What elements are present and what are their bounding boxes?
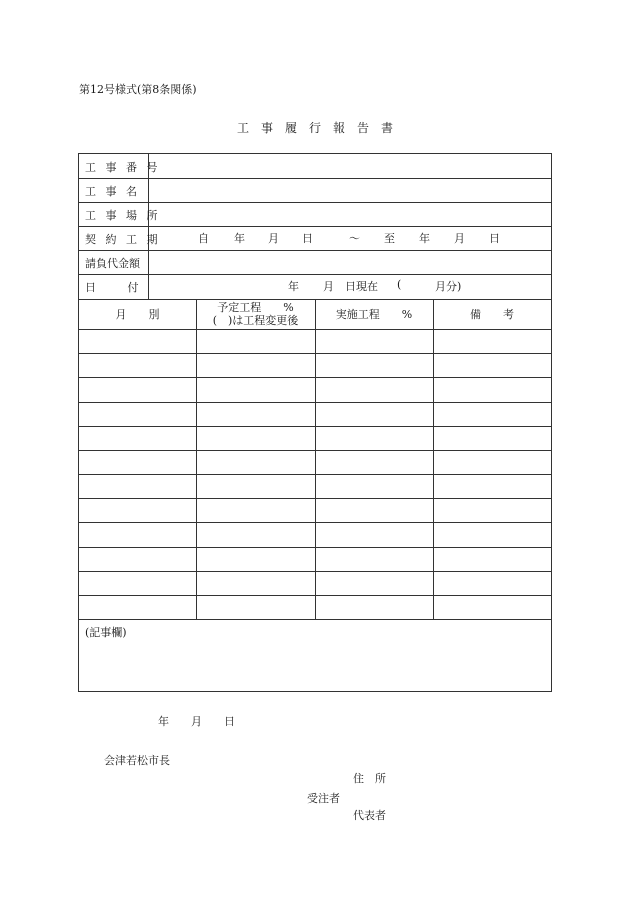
asof-month-part: 月分) <box>435 280 462 293</box>
label-contract-amount: 請負代金額 <box>85 257 140 270</box>
table-row-divider <box>79 595 551 596</box>
label-date: 日 付 <box>85 281 153 294</box>
period-month-2: 月 <box>454 232 465 245</box>
period-tilde: 〜 <box>349 232 360 245</box>
form-number: 第12号様式(第8条関係) <box>79 83 197 96</box>
asof-day: 日現在 <box>345 280 378 293</box>
table-row-divider <box>79 450 551 451</box>
asof-paren: ( <box>397 278 402 291</box>
period-to: 至 <box>384 232 395 245</box>
col-header-actual: 実施工程 % <box>335 308 413 321</box>
label-project-site: 工 事 場 所 <box>85 209 161 222</box>
report-date: 年 月 日 <box>158 715 235 728</box>
asof-month: 月 <box>323 280 334 293</box>
representative-label: 代表者 <box>353 809 386 822</box>
page-title: 工事履行報告書 <box>236 121 405 135</box>
period-month-1: 月 <box>268 232 279 245</box>
col-header-planned <box>196 301 315 327</box>
asof-year: 年 <box>288 280 299 293</box>
col-header-month: 月 別 <box>115 308 160 321</box>
contractor-label: 受注者 <box>307 792 340 805</box>
table-row-divider <box>79 402 551 403</box>
col-header-remarks: 備 考 <box>470 308 514 321</box>
label-contract-period: 契 約 工 期 <box>85 233 161 246</box>
notes-label: (記事欄) <box>85 626 127 639</box>
period-from: 自 <box>198 232 209 245</box>
col-header-planned-line2: ( )は工程変更後 <box>212 314 299 327</box>
period-year-1: 年 <box>234 232 245 245</box>
recipient: 会津若松市長 <box>104 754 170 767</box>
table-row-divider <box>79 571 551 572</box>
address-label: 住 所 <box>353 772 386 785</box>
period-day-2: 日 <box>489 232 500 245</box>
table-row-divider <box>79 377 551 378</box>
table-row-divider <box>79 498 551 499</box>
table-row-divider <box>79 522 551 523</box>
period-year-2: 年 <box>419 232 430 245</box>
label-project-name: 工 事 名 <box>85 185 140 198</box>
report-form <box>78 153 552 692</box>
table-row-divider <box>79 426 551 427</box>
label-project-number: 工 事 番 号 <box>85 161 161 174</box>
table-row-divider <box>79 474 551 475</box>
period-day-1: 日 <box>302 232 313 245</box>
col-header-planned-line1: 予定工程 % <box>217 301 294 314</box>
table-row-divider <box>79 547 551 548</box>
table-row-divider <box>79 353 551 354</box>
